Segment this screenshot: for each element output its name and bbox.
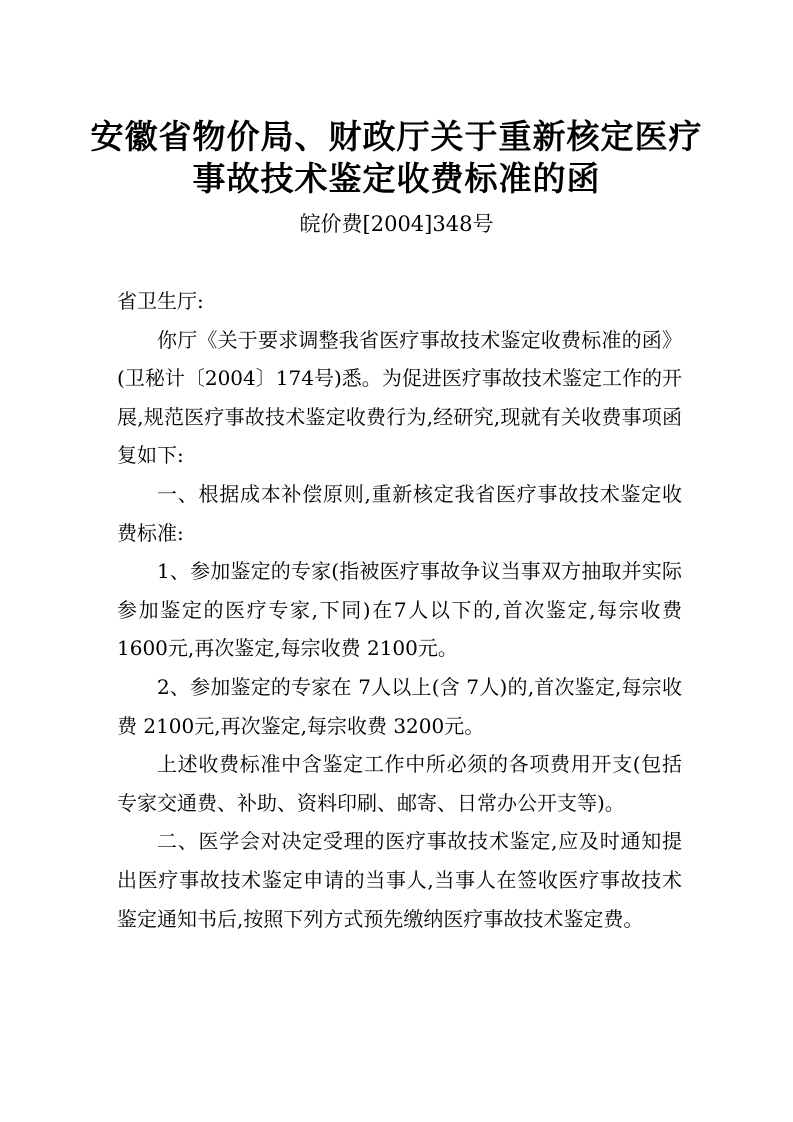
document-title-line-1: 安徽省物价局、财政厅关于重新核定医疗 (90, 117, 703, 156)
paragraph-item-1: 1、参加鉴定的专家(指被医疗事故争议当事双方抽取并实际参加鉴定的医疗专家,下同)在7人以下的,首次鉴定,每宗收费 1600元,再次鉴定,每宗收费 2100元。 (117, 559, 682, 661)
paragraph-item-2: 2、参加鉴定的专家在 7人以上(含 7人)的,首次鉴定,每宗收费 2100元,再次鉴定,每宗收费 3200元。 (117, 674, 682, 738)
document-title-line-2: 事故技术鉴定收费标准的函 (192, 159, 601, 198)
document-number: 皖价费[2004]348号 (299, 212, 494, 236)
paragraph-intro: 你厅《关于要求调整我省医疗事故技术鉴定收费标准的函》(卫秘计〔2004〕174号)悉。为促进医疗事故技术鉴定工作的开展,规范医疗事故技术鉴定收费行为,经研究,现就有关收费事项函复如下: (117, 327, 682, 468)
paragraph-section-1: 一、根据成本补偿原则,重新核定我省医疗事故技术鉴定收费标准: (117, 481, 682, 545)
document-body (117, 282, 682, 938)
paragraph-section-2: 二、医学会对决定受理的医疗事故技术鉴定,应及时通知提出医疗事故技术鉴定申请的当事人,当事人在签收医疗事故技术鉴定通知书后,按照下列方式预先缴纳医疗事故技术鉴定费。 (117, 829, 682, 931)
salutation: 省卫生厅: (117, 289, 204, 313)
paragraph-fee-note: 上述收费标准中含鉴定工作中所必须的各项费用开支(包括专家交通费、补助、资料印刷、邮寄、日常办公开支等)。 (117, 752, 682, 815)
